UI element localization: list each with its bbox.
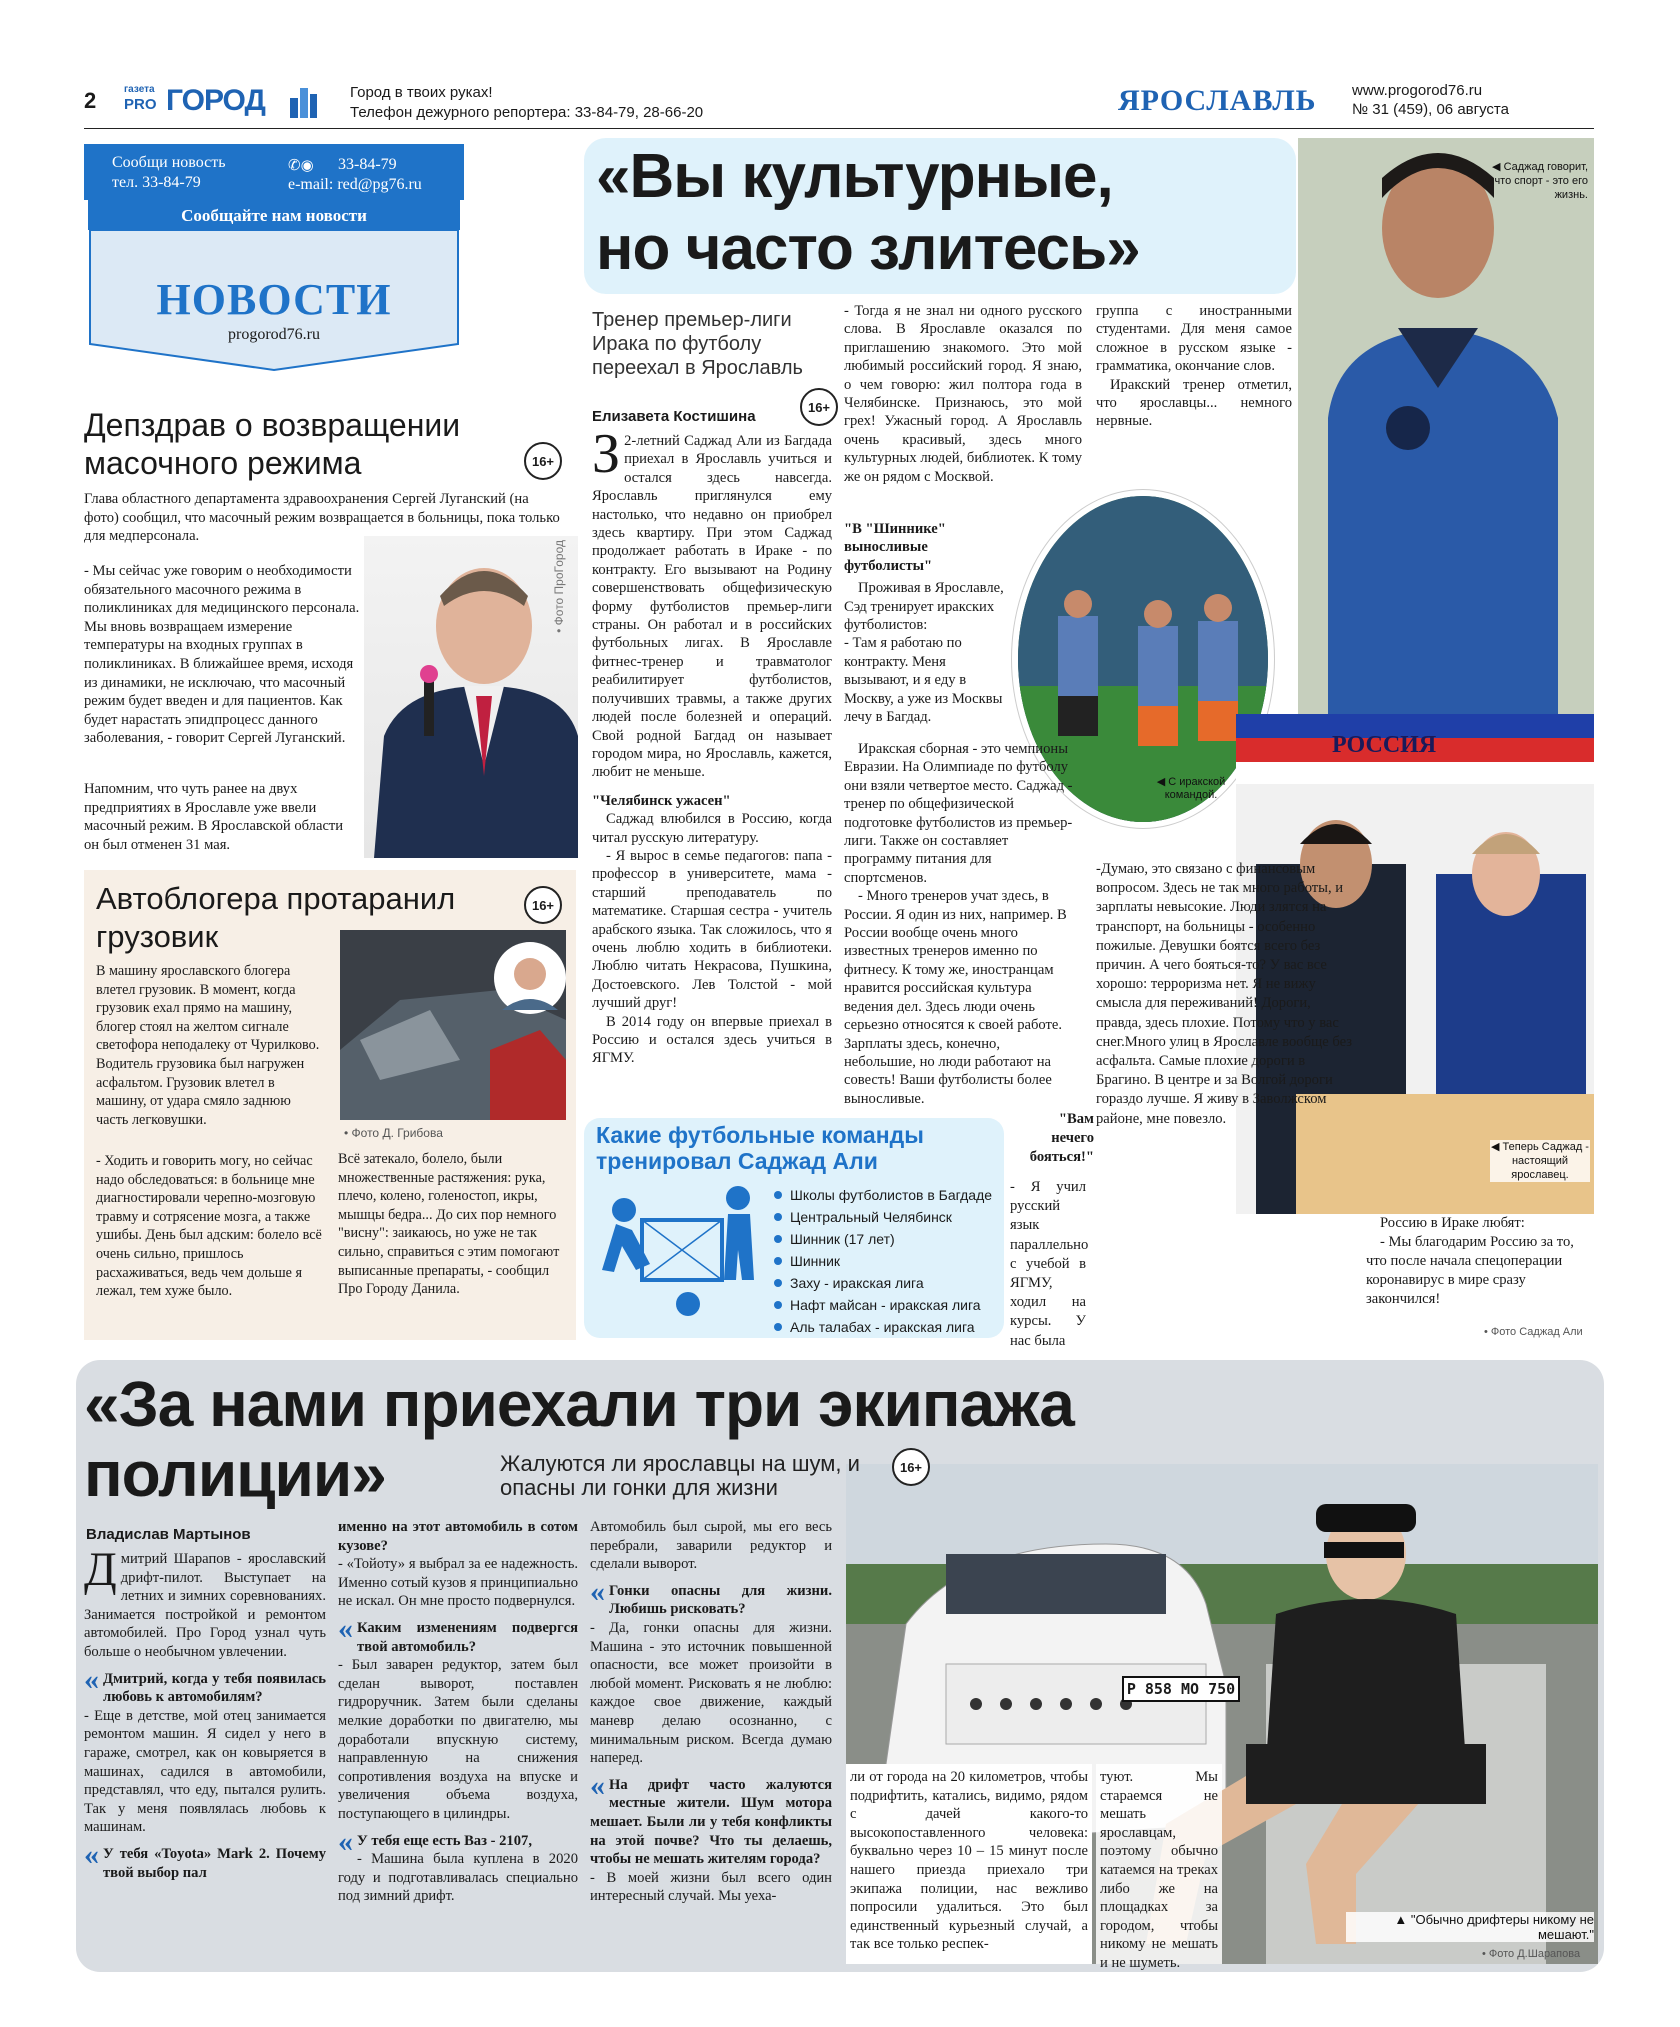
signing-photo-caption [1490,1140,1590,1182]
logo-small: газета [124,84,155,95]
list-item: Центральный Челябинск [774,1206,1004,1228]
article3-col1d: В 2014 году он впервые приехал в Россию и остался здесь учиться в ЯГМУ. [592,1013,832,1067]
article4-question2b: именно на этот автомобиль в сотом кузове? [338,1519,578,1554]
news-box [84,144,464,374]
article1-intro: Глава областного департамента здравоохранения Сергей Луганский (на фото) сообщил, что масочный режим возвращается в больницы, пока только для медперсонала. [84,491,560,545]
article3-age-badge: 16+ [800,388,838,426]
article3-column6 [1366,1214,1590,1309]
drift-photo-caption [1346,1912,1594,1942]
coach-photo [1298,138,1594,718]
team-photo-caption [1150,776,1232,802]
article3-col6: Россию в Ираке любят: [1380,1215,1525,1231]
article2-body2: - Ходить и говорить могу, но сейчас надо обследоваться: в больнице мне диагностировали черепно-мозговую травму и сотрясение мозга, а также ушибы. День был адским: болело всё очень сильно, пришлось расхаживаться, ведь чем дольше я лежал, тем хуже было. [96,1153,322,1300]
article3-column2b [844,520,1006,726]
article3-col3a: группа с иностранными студентами. Для меня самое сложное в русском языке - грамматика, окончание слов. [1096,303,1292,375]
article3-intro: 2-летний Саджад Али из Багдада приехал в Ярославль учиться и остался здесь навсегда. Ярославль приглянулся ему настолько, что недавно он приобрел здесь квартиру. При этом Саджад продолжает работать в Ираке - по контракту. Его вызывают на Родину совершенствовать общефизическую форму футболистов премьер-лиги страны. Он работал и в российских футбольных лигах. В Ярославле фитнес-тренер и травматолог реабилитирует футболистов, получивших травмы, а также других людей после болезней и операций. Свой родной Багдад он называет городом мира, но Ярославль, кажется, любит не меньше. [592,433,832,781]
news-box-line1: Сообщи новость [112,154,226,171]
masthead-logo [120,84,320,122]
list-item: Заху - иракская лига [774,1272,1004,1294]
news-box-site[interactable]: progorod76.ru [228,326,320,343]
article3-column1 [592,423,832,1068]
article3-column5: -Думаю, это связано с финансовым вопросом. Здесь не так много работы, и зарплаты невысокие. Люди злятся на транспорт, на больницы - особенно пожилые. Девушки боятся всего без причин. А чего бояться-то? У вас все хорошо: терроризма нет. Я не вижу смысла для переживаний! Дороги, правда, здесь плохие. Потому что у вас снег.Много улиц в Ярославле вообще без асфальта. Самые плохие дороги в Брагино. В центре и за Волгой дороги гораздо лучше. Я живу в Заволжском районе, мне повезло. [1096,861,1353,1127]
article4-intro: митрий Шарапов - ярославский дрифт-пилот. Выступает на летних и зимних соревнованиях. Занимается постройкой и ремонтом автомобилей. Про Город узнал чуть больше о необычном увлечении. [84,1551,326,1660]
site-url[interactable]: www.progorod76.ru [1352,82,1483,99]
list-item: Нафт майсан - иракская лига [774,1294,1004,1316]
article4-answer5: - Да, гонки опасны для жизни. Машина - это источник повышенной опасности, все может произойти в любой момент. Рисковать я не люблю: каждое свое движение, каждый маневр делаю осознанно, с минимальным риском. Всегда думаю наперед. [590,1619,832,1767]
speaker-photo-illustration [364,536,578,858]
crashed-car-illustration [340,930,566,1120]
bullet-icon [774,1301,782,1309]
article1-title: Депздрав о возвращении масочного режима [84,407,461,481]
teams-box-title: Какие футбольные команды тренировал Саджад Али [596,1122,924,1174]
city-logo-icon [288,84,318,120]
list-item: Шинник [774,1250,1004,1272]
article4-question6: На дрифт часто жалуются местные жители. Шум мотора мешает. Были ли у тебя конфликты на этой почве? Что ты делаешь, чтобы не мешать жителям города? [590,1776,832,1868]
article3-column2c [844,740,1074,1108]
caption-arrow-icon: ◀ [1491,1141,1500,1153]
article3-title-line1: «Вы культурные, [596,142,1113,211]
coach-caption-text: Саджад говорит, что спорт - это его жизнь. [1494,161,1588,201]
coach-photo-illustration [1298,138,1594,718]
article3-col2b: Проживая в Ярославле, Сэд тренирует иракских футболистов: [844,580,1004,634]
article2-body3: Всё затекало, болело, были множественные растяжения: рука, плечо, колено, голеностоп, икры, мышцы бедра... До сих пор немного "висну": заикаюсь, но уже не так сильно, справиться с этим помогают выписанные препараты, - сообщил Про Городу Данила. [338,1151,560,1298]
news-box-line2: тел. 33-84-79 [112,174,201,191]
article3-col1c: - Я вырос в семье педагогов: папа - профессор в университете, мама - старший преподаватель по математике. Старшая сестра - учитель арабского языка. Так сложилось, что я очень люблю ходить в библиотеки. Люблю читать Некрасова, Пушкина, Достоевского. Лев Толстой - мой лучший друг! [592,847,832,1012]
article3-column4: - Я учил русский язык параллельно с учебой в ЯГМУ, ходил на курсы. У нас была [1010,1179,1089,1349]
article4-column1 [84,1543,326,1882]
reporter-phone: Телефон дежурного репортера: 33-84-79, 28-66-20 [350,104,704,121]
list-item: Аль талабах - иракская лига [774,1316,1004,1338]
signing-caption-text: Теперь Саджад - настоящий ярославец. [1502,1141,1589,1181]
article3-col2d: Иракская сборная - это чемпионы Евразии. На Олимпиаде по футболу они взяли четвертое место. Саджад - тренер по общефизической подготовке футболистов из премьер-лиги. Также он составляет программу питания для спортсменов. [844,741,1073,886]
news-box-email[interactable]: e-mail: red@pg76.ru [288,176,422,193]
teams-list [774,1184,1004,1338]
quote-mark-icon: « [590,1768,605,1802]
logo-main: ГОРОД [166,84,265,117]
article3-col6b: - Мы благодарим Россию за то, что после начала спецоперации коронавирус в мире сразу закончился! [1366,1234,1574,1307]
header-rule [84,128,1594,129]
article1-outro: Напомним, что чуть ранее на двух предприятиях в Ярославле уже ввели масочный режим. В Ярославской области он был отменен 31 мая. [84,781,344,853]
caption-arrow-icon: ▲ [1394,1912,1408,1927]
article1-age-badge: 16+ [524,442,562,480]
article3-col2c: - Там я работаю по контракту. Меня вызывают, и я еду в Москву, а уже из Москвы лечу в Багдад. [844,635,1003,726]
quote-mark-icon: « [338,1611,353,1645]
article3-col3b: Иракский тренер отметил, что ярославцы... немного нервные. [1096,376,1292,430]
article4-column4: ли от города на 20 километров, чтобы подрифтить, катались, видимо, рядом с дачей какого-то высокопоставленного человека: буквально через 10 – 15 минут после нашего приезда приехало три экипажа полиции, нас вежливо попросили удалиться. Это был единственный курьезный случай, а так все только респек- [846,1764,1092,1964]
article3-photo-credit: • Фото Саджад Али [1484,1326,1583,1338]
article4-question4: У тебя еще есть Ваз - 2107, [357,1832,532,1849]
article4-subtitle: Жалуются ли ярославцы на шум, и опасны ли гонки для жизни [500,1451,860,1500]
article4-question3: Каким изменениям подвергся твой автомобиль? [357,1619,578,1655]
bullet-icon [774,1235,782,1243]
article3-col2e: - Много тренеров учат здесь, в России. Я один из них, например. В России вообще очень много известных тренеров именно по фитнесу. К тому же, иностранцам нравится российская культура ведения дел. Здесь люди очень серьезно относятся к своей работе. Зарплаты здесь, конечно, небольшие, но люди работают на совесть! Ваши футболисты более выносливые. [844,888,1067,1107]
article4-answer6: - В моей жизни был всего один интересный случай. Мы уеха- [590,1869,832,1905]
article4-column5: туют. Мы стараемся не мешать ярославцам, поэтому обычно катаемся на треках либо же на площадках за городом, чтобы никому не мешать и не шуметь. [1096,1764,1222,1964]
article4-answer1: - Еще в детстве, мой отец занимается ремонтом машин. Я сидел у него в гараже, смотрел, как он ковыряется в машинах, садился в автомобили, представлял, что еду, пытался рулить. Так у меня появлялась любовь к машинам. [84,1707,326,1836]
drift-caption-text: "Обычно дрифтеры никому не мешают." [1410,1912,1594,1942]
crash-photo [340,930,566,1120]
issue-number: № 31 (459), 06 августа [1352,101,1509,118]
article4-answer4b: Автомобиль был сырой, мы его весь перебрали, заварили редуктор и сделали выворот. [590,1519,832,1573]
bullet-icon [774,1257,782,1265]
article2-age-badge: 16+ [524,886,562,924]
news-box-phone: 33-84-79 [338,156,397,173]
logo-pro: PRO [124,96,157,113]
article3-subhead1: "Челябинск ужасен" [592,792,731,809]
bullet-icon [774,1191,782,1199]
article3-col1b: Саджад влюбился в Россию, когда читал русскую литературу. [592,811,832,846]
article4-title-line2: полиции» [84,1438,386,1510]
license-plate: Р 858 МО 750 [1122,1676,1240,1702]
page-number: 2 [84,88,97,113]
article3-title-line2: но часто злитесь» [596,214,1140,283]
article4-question1: Дмитрий, когда у тебя появилась любовь к автомобилям? [103,1670,326,1706]
caption-arrow-icon: ◀ [1492,161,1501,173]
article2-body1: В машину ярославского блогера влетел грузовик. В момент, когда грузовик ехал прямо на машину, блогер стоял на желтом сигнале светофора неподалеку от Чурилково. Водитель грузовика был нагружен асфальтом. Грузовик влетел в машину, от удара смяло заднюю часть легковушки. [96,963,320,1128]
caption-arrow-icon: ◀ [1156,776,1166,788]
quote-mark-icon: « [338,1824,353,1858]
article4-age-badge: 16+ [892,1448,930,1486]
list-item: Школы футболистов в Багдаде [774,1184,1004,1206]
coach-photo-caption [1480,160,1588,202]
article4-author: Владислав Мартынов [86,1526,251,1543]
article4-answer2: - «Тойоту» я выбрал за ее надежность. Именно сотый кузов я принципиально не искал. Он мне просто подвернулся. [338,1556,578,1610]
flag-text: РОССИЯ [1332,732,1437,758]
article4-answer3: - Был заварен редуктор, затем был сделан выворот, поставлен гидроручник. Затем были сделаны мелкие доработки по двигателю, мы доработали впускную систему, направленную на снижения сопротивления воздуха на впуске и увеличения объема воздуха, поступающего в цилиндры. [338,1657,578,1822]
article4-dropcap: Д [84,1543,117,1596]
bullet-icon [774,1213,782,1221]
quote-mark-icon: « [590,1574,605,1608]
article3-subtitle: Тренер премьер-лиги Ирака по футболу переехал в Ярославль [592,309,803,379]
health-official-photo [364,536,578,858]
list-item: Шинник (17 лет) [774,1228,1004,1250]
article3-subhead2: "В "Шиннике" выносливые футболисты" [844,521,946,574]
messenger-icons: ✆◉ [288,157,314,174]
article3-col2a: - Тогда я не знал ни одного русского слова. В Ярославле оказался по приглашению знакомого. Это мой любимый российский город. Я знаю, о чем говорю: жил полтора года в Челябинске. Признаюсь, это мой грех! Ужасный город. А Ярославль очень красивый, здесь много культурных людей, библиотек. К тому же он рядом с Москвой. [844,303,1082,485]
article3-column2 [844,302,1082,492]
article3-column3 [1096,302,1292,431]
article2-photo-credit: • Фото Д. Грибова [344,1126,443,1140]
article4-answer4: - Машина была куплена в 2020 году и подготавливалась специально под зимний дрифт. [338,1851,578,1905]
tagline: Город в твоих руках! [350,84,493,101]
news-box-title: НОВОСТИ [156,275,392,324]
team-caption-text: С иракской командой. [1164,776,1226,801]
article3-subhead3: "Вам нечего бояться!" [1029,1111,1094,1165]
article4-title-line1: «За нами приехали три экипажа [84,1368,1074,1440]
article4-question5: Гонки опасны для жизни. Любишь рисковать? [609,1582,832,1618]
quote-mark-icon: « [84,1662,99,1696]
bullet-icon [774,1279,782,1287]
article3-author: Елизавета Костишина [592,408,756,425]
article4-column2 [338,1518,578,1906]
article1-photo-credit: • Фото ПроГород [552,540,566,633]
article1-quote: - Мы сейчас уже говорим о необходимости обязательного масочного режима в поликлиниках для медицинского персонала. Мы вновь возвращаем измерение температуры на входных группах в поликлиниках. В ближайшее время, исходя из динамики, не исключаю, что масочный режим будет введен и для пациентов. Как будет нарастать эпидпроцесс данного заболевания, - говорит Сергей Луганский. [84,563,360,747]
news-box-banner: Сообщайте нам новости [181,206,367,225]
quote-mark-icon: « [84,1837,99,1871]
article2-title: Автоблогера протаранил грузовик [96,881,456,954]
bullet-icon [774,1323,782,1331]
city-name: ЯРОСЛАВЛЬ [1118,84,1317,117]
article3-dropcap: З [592,423,621,485]
article4-column3 [590,1518,832,1906]
article4-photo-credit: • Фото Д.Шарапова [1482,1948,1581,1960]
football-players-icon [592,1180,762,1330]
article4-question2: У тебя «Toyota» Mark 2. Почему твой выбор пал [103,1845,326,1881]
